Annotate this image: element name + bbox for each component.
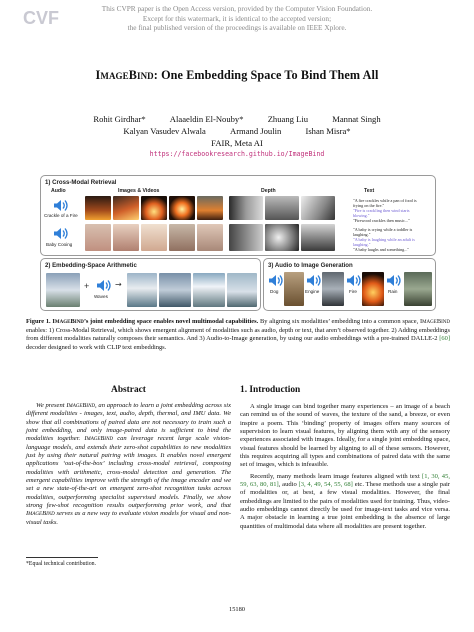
text-retrieval-1: "A fire crackles while a pan of food is frying on the fire." "Fire is crackling then wind starts blowing." "Firewood crackles then music..." xyxy=(353,198,417,224)
depth-thumbnail xyxy=(265,196,299,220)
citation-link[interactable]: [60] xyxy=(439,335,450,343)
image-thumbnail xyxy=(85,224,111,251)
watermark-line-1: This CVPR paper is the Open Access version, provided by the Computer Vision Foundation. xyxy=(101,4,373,13)
depth-thumbnail xyxy=(229,224,263,251)
generation-label-engine: Engine xyxy=(305,289,320,294)
image-thumbnail xyxy=(113,196,139,220)
author: Zhuang Liu xyxy=(267,114,309,124)
author: Alaaeldin El-Nouby* xyxy=(169,114,244,124)
plus-sign: + xyxy=(84,281,90,291)
column-label-depth: Depth xyxy=(261,188,276,194)
footnote-rule xyxy=(26,557,98,558)
citation-link[interactable]: [1, 30, 45, 59, 63, 80, 81] xyxy=(240,472,450,489)
author: Ishan Misra* xyxy=(305,126,351,136)
audio-label: Crackle of a Fire xyxy=(44,213,78,218)
abstract-heading: Abstract xyxy=(111,385,146,395)
image-thumbnail xyxy=(169,224,195,251)
image-thumbnail xyxy=(197,224,223,251)
speaker-icon xyxy=(386,274,402,287)
figure-caption: Figure 1. ImageBind’s joint embedding space enables novel multimodal capabilities. By aligning six modalities’ embedding into a common space, ImageBind enables: 1) Cross-Modal Retrieval, which shows emergent alignment of modalities such as audio, depth or text, that aren’t observed together. 2) Adding embeddings from different modalities naturally composes their semantics. And 3) Audio-to-Image generation, by using our audio embeddings with a pre-trained DALLE-2 [60] decoder designed to work with CLIP text embeddings. xyxy=(26,318,450,351)
generation-label-dog: Dog xyxy=(270,289,279,294)
image-thumbnail xyxy=(127,273,157,307)
waves-label: Waves xyxy=(94,294,108,299)
image-thumbnail xyxy=(284,272,304,306)
column-label-audio: Audio xyxy=(51,188,66,194)
watermark-line-2: Except for this watermark, it is identical to the accepted version; xyxy=(142,13,332,23)
depth-thumbnail xyxy=(301,224,335,251)
author: Kalyan Vasudev Alwala xyxy=(123,126,206,136)
image-thumbnail xyxy=(197,196,223,220)
title-name: ImageBind xyxy=(95,68,154,82)
intro-paragraph-2: Recently, many methods learn image features aligned with text [1, 30, 45, 59, 63, 80, 81], audio [3, 4, 49, 54, 55, 68] etc. These methods use a single pair of modalities or, at best, a few visual modalities. However, the final embeddings are limited to the pairs of modalities used for training. Thus, video-audio embeddings cannot directly be used for image-text tasks and vice versa. A major obstacle in learning a true joint embedding is the absence of large quantities of multimodal data where all modalities are present together. xyxy=(240,472,450,530)
author: Rohit Girdhar* xyxy=(93,114,146,124)
image-thumbnail xyxy=(46,273,80,307)
image-thumbnail xyxy=(227,273,257,307)
citation-link[interactable]: [3, 4, 49, 54, 55, 68] xyxy=(298,481,353,489)
generation-label-rain: Rain xyxy=(388,289,398,294)
watermark-line-3: the final published version of the proceedings is available on IEEE Xplore. xyxy=(127,23,347,32)
image-thumbnail xyxy=(193,273,225,307)
speaker-icon xyxy=(346,274,362,287)
paper-title xyxy=(0,68,474,83)
image-thumbnail xyxy=(169,196,195,220)
speaker-icon xyxy=(96,279,112,292)
panel-title: 2) Embedding-Space Arithmetic xyxy=(45,262,137,269)
speaker-icon xyxy=(306,274,322,287)
image-thumbnail xyxy=(404,272,432,306)
speaker-icon xyxy=(53,227,69,240)
text-retrieval-2: "A baby is crying while a toddler is laughing." "A baby is laughing while an adult is laughing." "A baby laughs and something..." xyxy=(353,227,415,253)
generation-label-fire: Fire xyxy=(349,289,357,294)
speaker-icon xyxy=(53,199,69,212)
image-thumbnail xyxy=(141,196,167,220)
image-thumbnail xyxy=(141,224,167,251)
affiliation: FAIR, Meta AI xyxy=(211,138,263,148)
image-thumbnail xyxy=(159,273,191,307)
image-thumbnail xyxy=(85,196,111,220)
image-thumbnail xyxy=(113,224,139,251)
introduction-text xyxy=(240,403,450,531)
speaker-icon xyxy=(268,274,284,287)
title-rest: : One Embedding Space To Bind Them All xyxy=(153,68,379,82)
audio-label: Baby Cooing xyxy=(46,242,73,247)
author: Mannat Singh xyxy=(332,114,381,124)
project-link[interactable]: https://facebookresearch.github.io/ImageBind xyxy=(149,150,325,158)
footnote: *Equal technical contribution. xyxy=(26,561,97,567)
figure-panel-retrieval xyxy=(40,175,436,256)
authors-row-2 xyxy=(0,126,474,136)
image-thumbnail xyxy=(322,272,344,306)
column-label-text: Text xyxy=(364,188,375,194)
figure-panel-generation xyxy=(263,258,436,311)
panel-title: 1) Cross-Modal Retrieval xyxy=(45,179,117,186)
panel-title: 3) Audio to Image Generation xyxy=(268,262,353,269)
column-label-images: Images & Videos xyxy=(118,188,160,194)
depth-thumbnail xyxy=(265,224,299,251)
authors-row-1 xyxy=(0,114,474,124)
introduction-heading: 1. Introduction xyxy=(240,385,301,395)
intro-paragraph-1: A single image can bind together many experiences – an image of a beach can remind us of the sound of waves, the texture of the sand, a breeze, or even inspire a poem. This ‘binding’ property of images offers many sources of supervision to learn visual features, by aligning them with any of the sensory experiences associated with images. Ideally, for a single joint embedding space, visual features should be learned by aligning to all of these sensors. However, this requires acquiring all types and combinations of paired data with the same set of images, which is infeasible. xyxy=(240,403,450,469)
figure-panel-arithmetic xyxy=(40,258,261,311)
arrow-right-icon: → xyxy=(115,280,122,289)
depth-thumbnail xyxy=(229,196,263,220)
page-number: 15180 xyxy=(229,606,245,613)
abstract-text: We present ImageBind, an approach to learn a joint embedding across six different modalities - images, text, audio, depth, thermal, and IMU data. We show that all combinations of paired data are not necessary to train such a joint embedding, and only image-paired data is sufficient to bind the modalities together. ImageBind can leverage recent large scale vision-language models, and extends their zero-shot capabilities to new modalities just by using their natural pairing with images. It enables novel emergent applications ‘out-of-the-box’ including cross-modal retrieval, composing modalities with arithmetic, cross-modal detection and generation. The emergent capabilities improve with the strength of the image encoder and we set a new state-of-the-art on emergent zero-shot recognition tasks across modalities, outperforming specialist supervised models. Finally, we show strong few-shot recognition results outperforming prior work, and that ImageBind serves as a new way to evaluate vision models for visual and non-visual tasks. xyxy=(26,402,232,526)
depth-thumbnail xyxy=(301,196,335,220)
svg-text:CVF: CVF xyxy=(23,8,59,28)
image-thumbnail xyxy=(362,272,384,306)
author: Armand Joulin xyxy=(229,126,282,136)
